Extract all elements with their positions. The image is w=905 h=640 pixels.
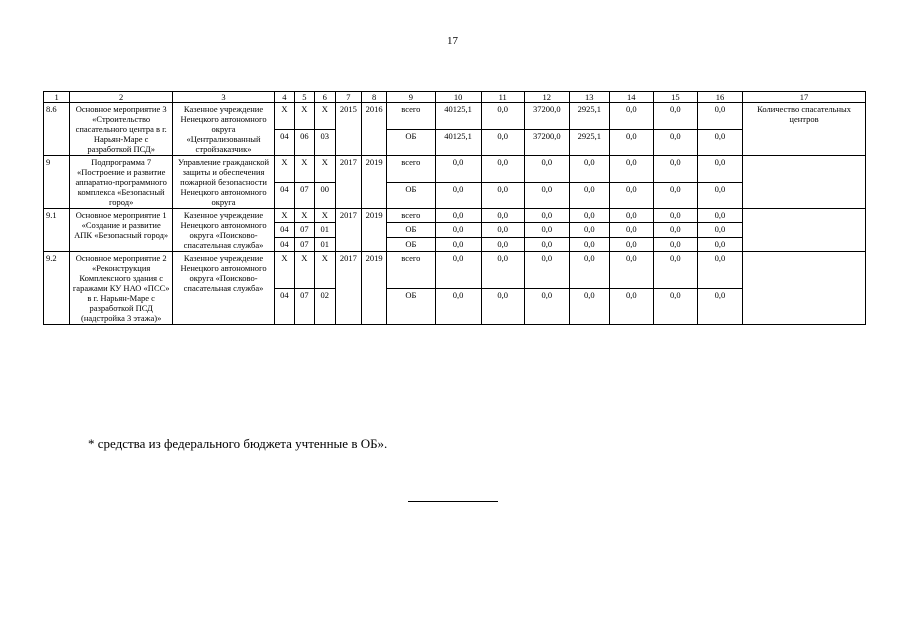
- row-number: 8.6: [44, 103, 70, 156]
- budget-code-c4: 04: [274, 129, 294, 156]
- budget-code-c6: 03: [314, 129, 335, 156]
- amount-v10: 0,0: [435, 237, 481, 251]
- amount-v13: 0,0: [569, 288, 609, 325]
- amount-v15: 0,0: [653, 209, 697, 223]
- amount-v15: 0,0: [653, 252, 697, 289]
- start-year: 2017: [335, 209, 361, 252]
- amount-v11: 0,0: [481, 237, 524, 251]
- funding-source: ОБ: [387, 288, 435, 325]
- table-row: [44, 252, 866, 289]
- budget-code-c4: 04: [274, 288, 294, 325]
- amount-v15: 0,0: [653, 129, 697, 156]
- amount-v10: 0,0: [435, 156, 481, 183]
- row-number: 9.1: [44, 209, 70, 252]
- amount-v13: 0,0: [569, 209, 609, 223]
- amount-v16: 0,0: [697, 223, 742, 237]
- column-header: 10: [435, 92, 481, 103]
- amount-v16: 0,0: [697, 288, 742, 325]
- amount-v14: 0,0: [609, 156, 653, 183]
- amount-v11: 0,0: [481, 129, 524, 156]
- budget-code-c6: 01: [314, 223, 335, 237]
- row-number: 9: [44, 156, 70, 209]
- executor-name: Казенное учреждение Ненецкого автономного округа «Поисково-спасательная служба»: [173, 252, 275, 325]
- funding-source: всего: [387, 252, 435, 289]
- table-row: [44, 156, 866, 183]
- amount-v10: 0,0: [435, 223, 481, 237]
- amount-v16: 0,0: [697, 209, 742, 223]
- funding-source: ОБ: [387, 237, 435, 251]
- amount-v13: 0,0: [569, 237, 609, 251]
- budget-code-c5: 07: [294, 237, 314, 251]
- table-body: [44, 103, 866, 325]
- executor-name: Управление гражданской защиты и обеспечения пожарной безопасности Ненецкого автономного округа: [173, 156, 275, 209]
- indicator: [743, 252, 866, 325]
- amount-v13: 0,0: [569, 223, 609, 237]
- separator-line: [408, 501, 498, 502]
- column-header: 3: [173, 92, 275, 103]
- budget-code-c6: 02: [314, 288, 335, 325]
- amount-v16: 0,0: [697, 156, 742, 183]
- amount-v12: 0,0: [524, 182, 569, 209]
- column-header: 4: [274, 92, 294, 103]
- amount-v14: 0,0: [609, 223, 653, 237]
- column-header: 1: [44, 92, 70, 103]
- budget-code-c4: 04: [274, 237, 294, 251]
- event-name: Основное мероприятие 2 «Реконструкция Комплексного здания с гаражами КУ НАО «ПСС» в г. Нарьян-Маре с разработкой ПСД (надстройка 3 этажа)»: [70, 252, 173, 325]
- amount-v10: 0,0: [435, 288, 481, 325]
- funding-source: ОБ: [387, 223, 435, 237]
- amount-v12: 37200,0: [524, 129, 569, 156]
- amount-v11: 0,0: [481, 209, 524, 223]
- budget-code-c5: 06: [294, 129, 314, 156]
- header-row: [44, 92, 866, 103]
- budget-code-c6: Х: [314, 252, 335, 289]
- column-header: 9: [387, 92, 435, 103]
- page-number: 17: [447, 35, 458, 47]
- amount-v11: 0,0: [481, 182, 524, 209]
- budget-code-c5: 07: [294, 223, 314, 237]
- amount-v10: 40125,1: [435, 129, 481, 156]
- amount-v15: 0,0: [653, 182, 697, 209]
- amount-v14: 0,0: [609, 129, 653, 156]
- budget-code-c4: 04: [274, 182, 294, 209]
- column-header: 6: [314, 92, 335, 103]
- column-header: 13: [569, 92, 609, 103]
- amount-v12: 37200,0: [524, 103, 569, 130]
- budget-code-c6: Х: [314, 103, 335, 130]
- budget-code-c5: 07: [294, 182, 314, 209]
- amount-v14: 0,0: [609, 288, 653, 325]
- start-year: 2017: [335, 252, 361, 325]
- amount-v14: 0,0: [609, 182, 653, 209]
- budget-code-c6: Х: [314, 209, 335, 223]
- amount-v10: 0,0: [435, 182, 481, 209]
- column-header: 15: [653, 92, 697, 103]
- event-name: Основное мероприятие 3 «Строительство спасательного центра в г. Нарьян-Маре с разработкой ПСД»: [70, 103, 173, 156]
- budget-code-c6: Х: [314, 156, 335, 183]
- amount-v16: 0,0: [697, 103, 742, 130]
- end-year: 2019: [362, 252, 387, 325]
- executor-name: Казенное учреждение Ненецкого автономного округа «Централизованный стройзаказчик»: [173, 103, 275, 156]
- end-year: 2019: [362, 156, 387, 209]
- column-header: 8: [362, 92, 387, 103]
- funding-source: ОБ: [387, 182, 435, 209]
- column-header: 12: [524, 92, 569, 103]
- footnote: * средства из федерального бюджета учтенные в ОБ».: [88, 436, 388, 451]
- amount-v15: 0,0: [653, 103, 697, 130]
- event-name: Основное мероприятие 1 «Создание и развитие АПК «Безопасный город»: [70, 209, 173, 252]
- indicator: Количество спасательных центров: [743, 103, 866, 156]
- event-name: Подпрограмма 7 «Построение и развитие аппаратно-программного комплекса «Безопасный город»: [70, 156, 173, 209]
- amount-v15: 0,0: [653, 156, 697, 183]
- amount-v14: 0,0: [609, 103, 653, 130]
- amount-v14: 0,0: [609, 252, 653, 289]
- column-header: 11: [481, 92, 524, 103]
- amount-v11: 0,0: [481, 288, 524, 325]
- amount-v15: 0,0: [653, 288, 697, 325]
- amount-v10: 0,0: [435, 252, 481, 289]
- end-year: 2019: [362, 209, 387, 252]
- budget-code-c4: Х: [274, 209, 294, 223]
- budget-table: [43, 91, 866, 325]
- row-number: 9.2: [44, 252, 70, 325]
- funding-source: всего: [387, 103, 435, 130]
- budget-code-c5: Х: [294, 209, 314, 223]
- amount-v11: 0,0: [481, 223, 524, 237]
- amount-v15: 0,0: [653, 223, 697, 237]
- amount-v12: 0,0: [524, 223, 569, 237]
- amount-v16: 0,0: [697, 252, 742, 289]
- budget-code-c5: Х: [294, 156, 314, 183]
- column-header: 16: [697, 92, 742, 103]
- funding-source: ОБ: [387, 129, 435, 156]
- amount-v16: 0,0: [697, 182, 742, 209]
- column-header: 7: [335, 92, 361, 103]
- indicator: [743, 209, 866, 252]
- amount-v16: 0,0: [697, 129, 742, 156]
- budget-code-c6: 00: [314, 182, 335, 209]
- budget-code-c4: Х: [274, 103, 294, 130]
- executor-name: Казенное учреждение Ненецкого автономного округа «Поисково-спасательная служба»: [173, 209, 275, 252]
- amount-v11: 0,0: [481, 156, 524, 183]
- column-header: 17: [743, 92, 866, 103]
- amount-v13: 0,0: [569, 182, 609, 209]
- start-year: 2017: [335, 156, 361, 209]
- table-row: [44, 209, 866, 223]
- funding-source: всего: [387, 156, 435, 183]
- indicator: [743, 156, 866, 209]
- amount-v13: 2925,1: [569, 129, 609, 156]
- end-year: 2016: [362, 103, 387, 156]
- budget-code-c6: 01: [314, 237, 335, 251]
- amount-v14: 0,0: [609, 237, 653, 251]
- amount-v14: 0,0: [609, 209, 653, 223]
- amount-v13: 2925,1: [569, 103, 609, 130]
- amount-v11: 0,0: [481, 103, 524, 130]
- budget-code-c5: Х: [294, 103, 314, 130]
- column-header: 2: [70, 92, 173, 103]
- start-year: 2015: [335, 103, 361, 156]
- amount-v12: 0,0: [524, 288, 569, 325]
- budget-code-c4: Х: [274, 252, 294, 289]
- budget-code-c5: 07: [294, 288, 314, 325]
- amount-v13: 0,0: [569, 252, 609, 289]
- amount-v11: 0,0: [481, 252, 524, 289]
- column-header: 5: [294, 92, 314, 103]
- column-header: 14: [609, 92, 653, 103]
- amount-v12: 0,0: [524, 209, 569, 223]
- table-row: [44, 103, 866, 130]
- amount-v13: 0,0: [569, 156, 609, 183]
- amount-v16: 0,0: [697, 237, 742, 251]
- amount-v15: 0,0: [653, 237, 697, 251]
- budget-code-c4: Х: [274, 156, 294, 183]
- amount-v12: 0,0: [524, 156, 569, 183]
- amount-v12: 0,0: [524, 252, 569, 289]
- amount-v10: 40125,1: [435, 103, 481, 130]
- budget-code-c5: Х: [294, 252, 314, 289]
- amount-v12: 0,0: [524, 237, 569, 251]
- budget-code-c4: 04: [274, 223, 294, 237]
- funding-source: всего: [387, 209, 435, 223]
- amount-v10: 0,0: [435, 209, 481, 223]
